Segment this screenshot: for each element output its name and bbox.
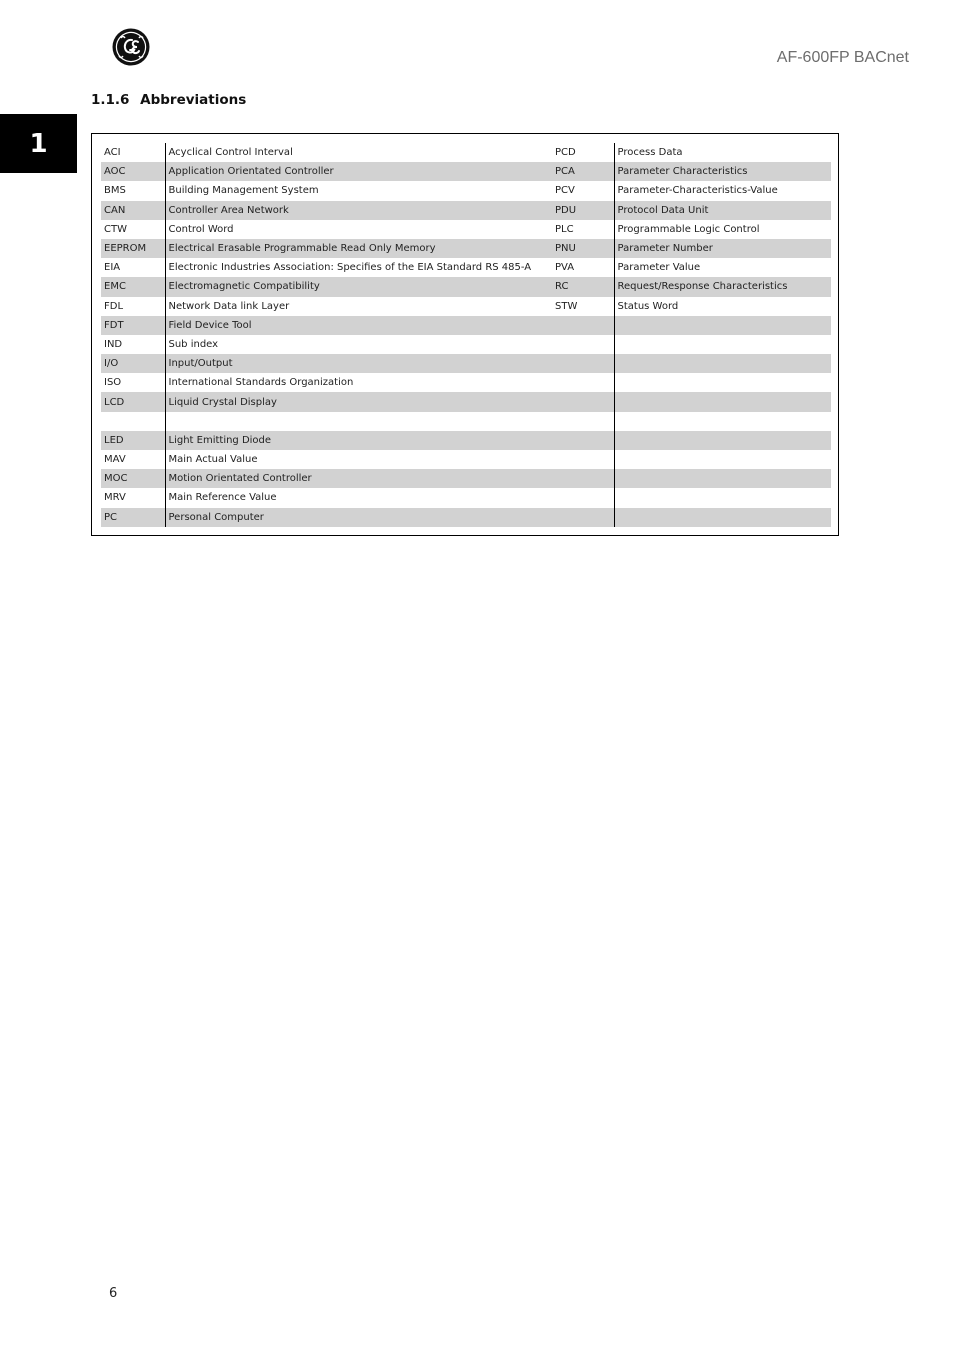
definition-cell: Parameter-Characteristics-Value [614, 181, 831, 200]
table-row [101, 431, 831, 450]
table-row [101, 508, 831, 527]
definition-cell: Parameter Characteristics [614, 162, 831, 181]
abbreviation-cell: EMC [101, 277, 165, 296]
definition-cell [614, 508, 831, 527]
abbreviations-table [101, 143, 831, 527]
definition-cell: Parameter Number [614, 239, 831, 258]
abbreviation-cell [552, 488, 614, 507]
table-row [101, 469, 831, 488]
abbreviation-cell [552, 373, 614, 392]
table-row [101, 239, 831, 258]
abbreviation-cell: I/O [101, 354, 165, 373]
definition-cell: Network Data link Layer [165, 297, 552, 316]
definition-cell: Main Reference Value [165, 488, 552, 507]
table-row [101, 335, 831, 354]
definition-cell: Parameter Value [614, 258, 831, 277]
definition-cell: Process Data [614, 143, 831, 162]
ge-logo-icon [112, 28, 150, 66]
chapter-tab: 1 [0, 114, 77, 173]
abbreviation-cell [552, 431, 614, 450]
table-row [101, 354, 831, 373]
table-row [101, 450, 831, 469]
table-row [101, 373, 831, 392]
abbreviation-cell: EIA [104, 262, 121, 274]
abbreviation-cell [552, 354, 614, 373]
table-row [101, 297, 831, 316]
definition-cell: Electrical Erasable Programmable Read Only Memory [165, 239, 552, 258]
definition-cell [614, 335, 831, 354]
abbreviation-cell: PCD [555, 147, 576, 159]
definition-cell: Application Orientated Controller [165, 162, 552, 181]
abbreviation-cell: LED [101, 431, 165, 450]
abbreviation-cell [552, 469, 614, 488]
table-row [101, 181, 831, 200]
definition-cell [614, 469, 831, 488]
definition-cell: Status Word [614, 297, 831, 316]
definition-cell: Sub index [165, 335, 552, 354]
definition-cell: Motion Orientated Controller [165, 469, 552, 488]
table-row [101, 488, 831, 507]
abbreviation-cell [101, 412, 165, 431]
abbreviation-cell: AOC [101, 162, 165, 181]
page-number: 6 [109, 1286, 118, 1301]
abbreviation-cell: LCD [101, 392, 165, 411]
abbreviation-cell [552, 316, 614, 335]
definition-cell [614, 373, 831, 392]
table-row [101, 316, 831, 335]
abbreviation-cell: MAV [104, 454, 126, 466]
table-row [101, 201, 831, 220]
definition-cell: Main Actual Value [165, 450, 552, 469]
definition-cell [165, 412, 552, 431]
definition-cell: Light Emitting Diode [165, 431, 552, 450]
abbreviation-cell: FDL [104, 300, 124, 312]
abbreviation-cell: ISO [104, 377, 122, 389]
abbreviation-cell: BMS [104, 185, 126, 197]
table-row [101, 277, 831, 296]
definition-cell: International Standards Organization [165, 373, 552, 392]
definition-cell: Electromagnetic Compatibility [165, 277, 552, 296]
definition-cell: Request/Response Characteristics [614, 277, 831, 296]
document-title: AF-600FP BACnet [776, 49, 909, 66]
abbreviation-cell: PDU [552, 201, 614, 220]
table-row [101, 143, 831, 162]
definition-cell: Field Device Tool [165, 316, 552, 335]
abbreviation-cell: ACI [104, 147, 121, 159]
definition-cell: Programmable Logic Control [614, 220, 831, 239]
abbreviation-cell: PLC [555, 223, 574, 235]
definition-cell [614, 316, 831, 335]
abbreviation-cell [552, 508, 614, 527]
definition-cell [614, 431, 831, 450]
definition-cell: Controller Area Network [165, 201, 552, 220]
abbreviation-cell: STW [555, 300, 578, 312]
abbreviation-cell: IND [104, 338, 123, 350]
abbreviation-cell: EEPROM [101, 239, 165, 258]
abbreviation-cell: RC [552, 277, 614, 296]
table-row [101, 258, 831, 277]
definition-cell [614, 354, 831, 373]
abbreviation-cell [552, 412, 614, 431]
definition-cell: Building Management System [165, 181, 552, 200]
definition-cell: Acyclical Control Interval [165, 143, 552, 162]
table-row [101, 412, 831, 431]
table-row [101, 392, 831, 411]
definition-cell [614, 450, 831, 469]
definition-cell [614, 412, 831, 431]
section-title: Abbreviations [140, 92, 247, 108]
definition-cell: Control Word [165, 220, 552, 239]
table-row [101, 220, 831, 239]
abbreviation-cell [552, 392, 614, 411]
abbreviation-cell: MOC [101, 469, 165, 488]
abbreviation-cell: PCV [555, 185, 575, 197]
section-heading [91, 92, 246, 108]
abbreviation-cell [552, 335, 614, 354]
abbreviation-cell: PC [101, 508, 165, 527]
abbreviation-cell: PCA [552, 162, 614, 181]
definition-cell [614, 392, 831, 411]
definition-cell: Electronic Industries Association: Specifies of the EIA Standard RS 485-A [165, 258, 552, 277]
abbreviation-cell: PNU [552, 239, 614, 258]
definition-cell: Input/Output [165, 354, 552, 373]
abbreviations-table-frame [91, 133, 839, 536]
section-number: 1.1.6 [91, 92, 130, 108]
abbreviation-cell: CAN [101, 201, 165, 220]
definition-cell: Personal Computer [165, 508, 552, 527]
abbreviation-cell: CTW [104, 223, 127, 235]
definition-cell [614, 488, 831, 507]
definition-cell: Protocol Data Unit [614, 201, 831, 220]
abbreviation-cell: MRV [104, 492, 126, 504]
abbreviation-cell [552, 450, 614, 469]
abbreviation-cell: FDT [101, 316, 165, 335]
abbreviation-cell: PVA [555, 262, 575, 274]
table-row [101, 162, 831, 181]
definition-cell: Liquid Crystal Display [165, 392, 552, 411]
